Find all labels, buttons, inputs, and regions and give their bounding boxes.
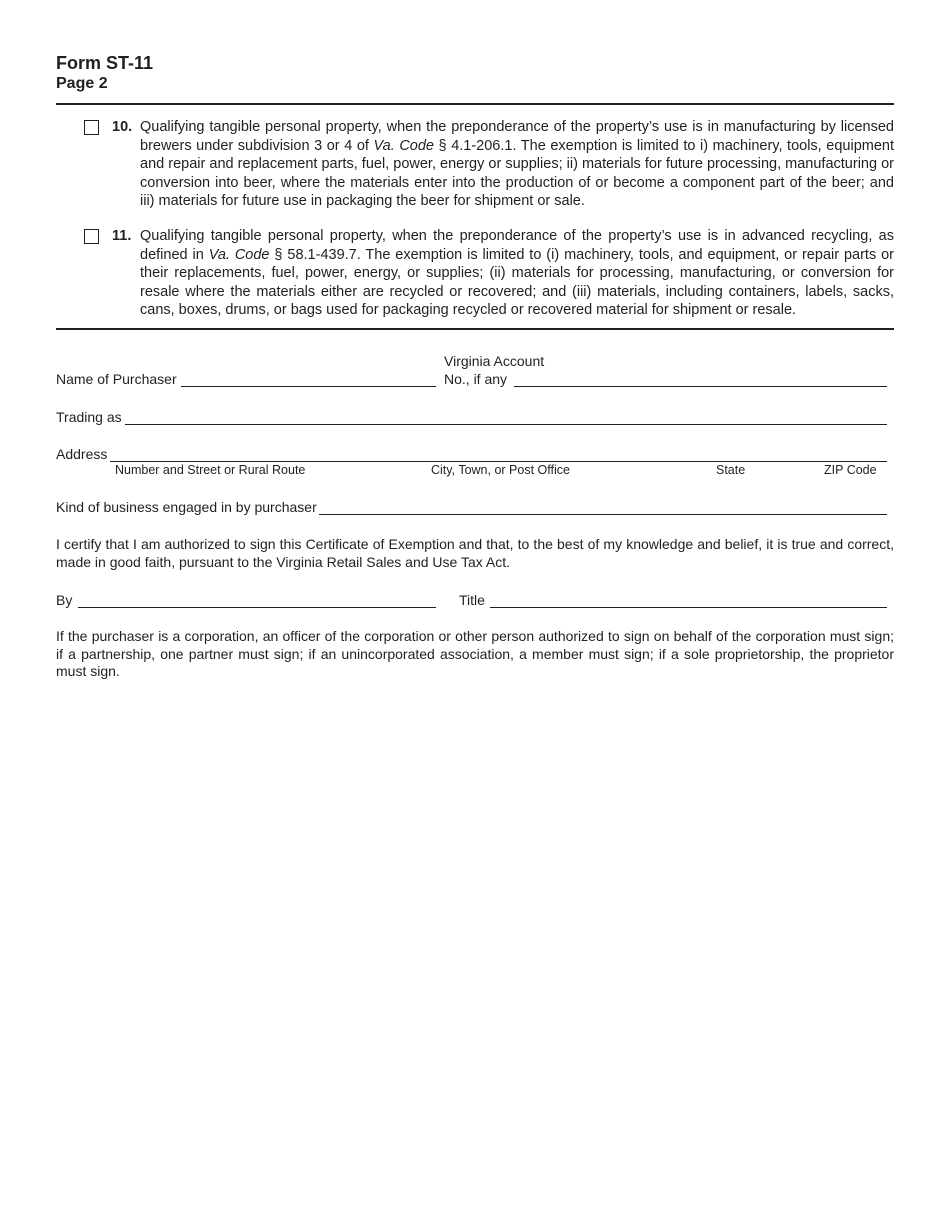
item-10-checkbox[interactable]: [84, 120, 99, 135]
business-kind-line: [319, 514, 887, 515]
address-line: [110, 461, 887, 462]
title-input[interactable]: [492, 588, 884, 606]
trading-as-label: Trading as: [56, 409, 122, 425]
exemption-item-11: [84, 227, 894, 320]
trading-as-line: [125, 424, 887, 425]
form-title: Form ST-11: [56, 53, 154, 73]
exemption-item-10: [84, 118, 894, 211]
address-sublabel-zip: ZIP Code: [824, 463, 877, 477]
top-divider: [56, 103, 894, 105]
address-input[interactable]: [112, 442, 884, 460]
item-11-text-a: Qualifying tangible personal property, when the preponderance of the property’s use is in advanced recycling, as defined in: [140, 228, 894, 263]
address-sublabel-state: State: [716, 463, 746, 477]
form-header: [56, 52, 153, 94]
address-sublabel-city: City, Town, or Post Office: [431, 463, 570, 477]
by-label: By: [56, 592, 73, 608]
item-11-checkbox[interactable]: [84, 229, 99, 244]
business-kind-label: Kind of business engaged in by purchaser: [56, 499, 317, 515]
purchaser-name-line: [181, 386, 436, 387]
by-signature-line: [78, 607, 436, 608]
item-10-code-ref: Va. Code: [373, 137, 434, 154]
business-kind-input[interactable]: [321, 495, 884, 513]
signature-instructions: If the purchaser is a corporation, an officer of the corporation or other person authorized to sign on behalf of the corporation must sign; if a partnership, one partner must sign; if an unincorporated association, a member must sign; if a sole proprietorship, the proprietor must sign.: [56, 628, 894, 679]
purchaser-name-input[interactable]: [183, 367, 433, 385]
purchaser-name-label: Name of Purchaser: [56, 371, 177, 387]
address-label: Address: [56, 446, 108, 462]
item-10-text-b: § 4.1-206.1. The exemption is limited to i) machinery, tools, equipment and repair and replacement parts, fuel, power, energy or supplies; ii) materials for future processing, manufacturing or conversion into beer, where the materials enter into the production of or become a component part of the beer; and iii) materials for future use in packaging the beer for shipment or sale.: [140, 137, 894, 209]
page-label: Page 2: [56, 75, 108, 92]
certification-statement: I certify that I am authorized to sign this Certificate of Exemption and that, to the best of my knowledge and belief, it is true and correct, made in good faith, pursuant to the Virginia Retail Sales and Use Tax Act.: [56, 536, 894, 570]
item-11-number: 11.: [112, 228, 132, 244]
title-line: [490, 607, 887, 608]
va-account-label-line2: No., if any: [444, 371, 508, 387]
item-11-code-ref: Va. Code: [208, 246, 270, 263]
item-10-number: 10.: [112, 119, 133, 135]
by-signature-input[interactable]: [80, 588, 433, 606]
va-account-label-line1: Virginia Account: [444, 353, 545, 369]
item-11-text-b: § 58.1-439.7. The exemption is limited to (i) machinery, tools, and equipment, or repair parts or their replacements, fuel, power, energy, or supplies; (ii) materials for processing, manufacturing, or conversion for resale where the materials either are recycled or recovered; and (iii) materials, including containers, labels, sacks, cans, boxes, drums, or bags used for packaging recycled or recovered material for shipment or resale.: [140, 246, 895, 318]
va-account-line: [514, 386, 887, 387]
trading-as-input[interactable]: [127, 405, 884, 423]
items-bottom-divider: [56, 328, 894, 330]
item-10-text-a: Qualifying tangible personal property, when the preponderance of the property’s use is in manufacturing by licensed brewers under subdivision 3 or 4 of: [140, 119, 894, 154]
address-sublabel-street: Number and Street or Rural Route: [115, 463, 306, 477]
va-account-input[interactable]: [516, 367, 884, 385]
item-11-text: [140, 227, 894, 320]
title-label: Title: [459, 592, 485, 608]
item-10-text: [140, 118, 894, 211]
